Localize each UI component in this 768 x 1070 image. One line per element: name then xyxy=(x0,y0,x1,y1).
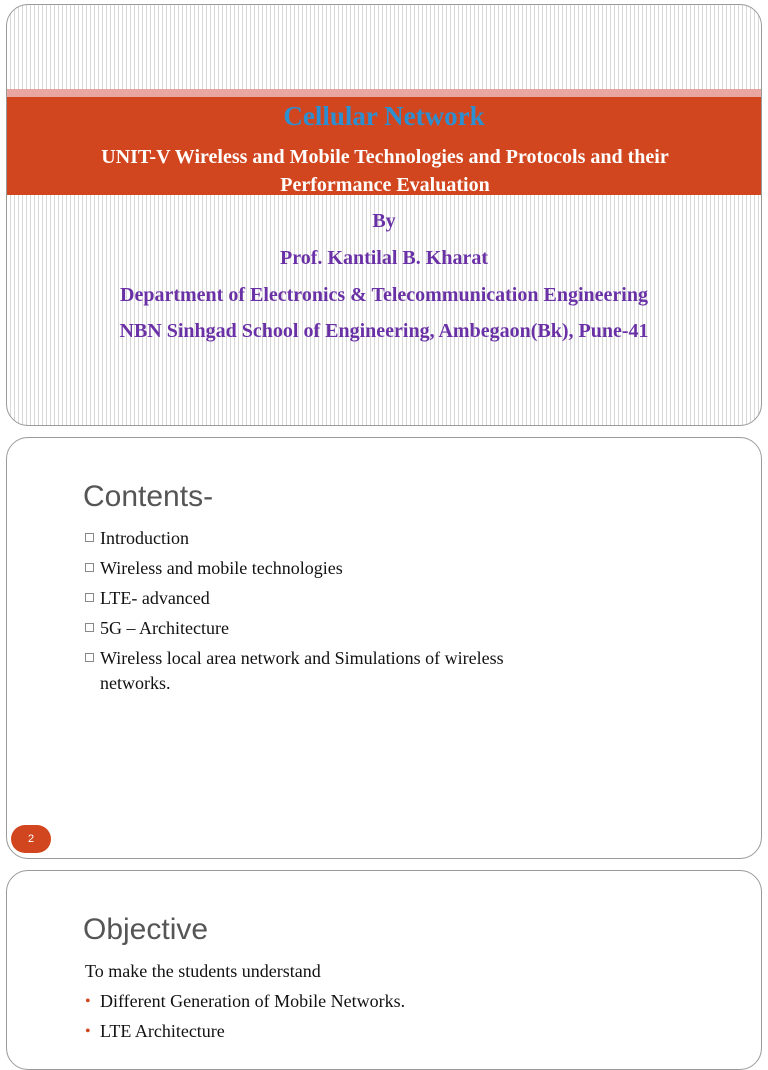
page-number-badge: 2 xyxy=(11,825,51,853)
objective-list xyxy=(85,959,555,1049)
list-item xyxy=(85,556,555,581)
checkbox-bullet-icon xyxy=(85,623,94,632)
author-name: Prof. Kantilal B. Kharat xyxy=(280,247,488,269)
bullet-dot-icon: • xyxy=(85,993,91,1010)
department-name: Department of Electronics & Telecommunication Engineering xyxy=(120,284,648,306)
contents-list xyxy=(85,526,555,701)
list-item xyxy=(85,586,555,611)
list-item xyxy=(85,526,555,551)
contents-slide xyxy=(6,437,762,859)
list-item-text: LTE- advanced xyxy=(100,588,210,608)
accent-strip xyxy=(7,89,761,97)
bullet-dot-icon: • xyxy=(85,1023,91,1040)
list-item xyxy=(85,1019,555,1044)
list-item-text: Wireless local area network and Simulations of wireless networks. xyxy=(100,648,504,693)
title-slide xyxy=(6,4,762,426)
list-item-text: Different Generation of Mobile Networks. xyxy=(100,991,406,1011)
by-label: By xyxy=(372,210,396,232)
institute-name: NBN Sinhgad School of Engineering, Ambegaon(Bk), Pune-41 xyxy=(119,320,649,342)
list-item xyxy=(85,616,555,641)
presentation-subtitle: UNIT-V Wireless and Mobile Technologies and Protocols and their Performance Evaluation xyxy=(101,146,669,196)
list-item xyxy=(85,989,555,1014)
list-item xyxy=(85,646,555,696)
objective-slide xyxy=(6,870,762,1070)
objective-intro: To make the students understand xyxy=(85,961,321,981)
checkbox-bullet-icon xyxy=(85,653,94,662)
list-item-text: Wireless and mobile technologies xyxy=(100,558,343,578)
presentation-title: Cellular Network xyxy=(283,101,485,131)
contents-heading: Contents- xyxy=(83,480,214,513)
list-item-text: Introduction xyxy=(100,528,189,548)
checkbox-bullet-icon xyxy=(85,593,94,602)
checkbox-bullet-icon xyxy=(85,533,94,542)
list-item-text: LTE Architecture xyxy=(100,1021,225,1041)
objective-heading: Objective xyxy=(83,913,209,946)
list-item-text: 5G – Architecture xyxy=(100,618,229,638)
checkbox-bullet-icon xyxy=(85,563,94,572)
